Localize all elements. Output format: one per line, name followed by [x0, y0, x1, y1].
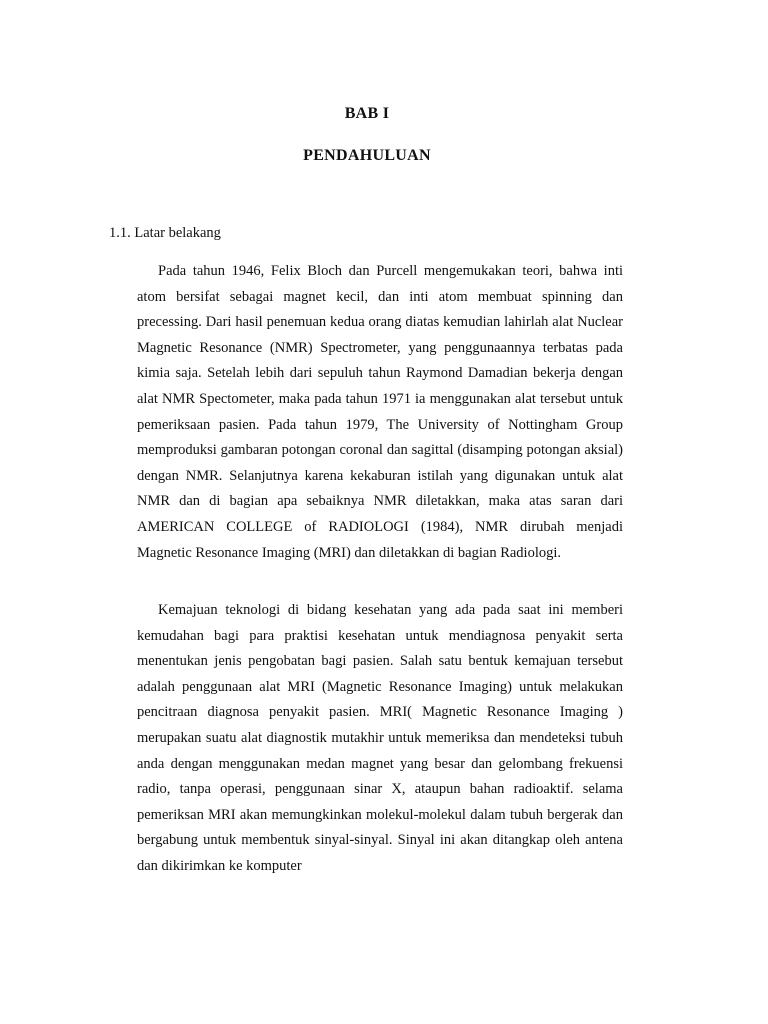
- section-heading: 1.1. Latar belakang: [109, 225, 221, 241]
- body-paragraph: Pada tahun 1946, Felix Bloch dan Purcell mengemukakan teori, bahwa inti atom bersifat sebagai magnet kecil, dan inti atom membuat spinning dan precessing. Dari hasil penemuan kedua orang diatas kemudian lahirlah alat Nuclear Magnetic Resonance (NMR) Spectrometer, yang penggunaannya terbatas pada kimia saja. Setelah lebih dari sepuluh tahun Raymond Damadian bekerja dengan alat NMR Spectometer, maka pada tahun 1971 ia menggunakan alat tersebut untuk pemeriksaan pasien. Pada tahun 1979, The University of Nottingham Group memproduksi gambaran potongan coronal dan sagittal (disamping potongan aksial) dengan NMR. Selanjutnya karena kekaburan istilah yang digunakan untuk alat NMR dan di bagian apa sebaiknya NMR diletakkan, maka atas saran dari AMERICAN COLLEGE of RADIOLOGI (1984), NMR dirubah menjadi Magnetic Resonance Imaging (MRI) dan diletakkan di bagian Radiologi.: [137, 263, 623, 561]
- chapter-title: PENDAHULUAN: [303, 147, 431, 164]
- body-paragraph: Kemajuan teknologi di bidang kesehatan yang ada pada saat ini memberi kemudahan bagi para praktisi kesehatan untuk mendiagnosa penyakit serta menentukan jenis pengobatan bagi pasien. Salah satu bentuk kemajuan tersebut adalah penggunaan alat MRI (Magnetic Resonance Imaging) untuk melakukan pencitraan diagnosa penyakit pasien. MRI( Magnetic Resonance Imaging ) merupakan suatu alat diagnostik mutakhir untuk memeriksa dan mendeteksi tubuh anda dengan menggunakan medan magnet yang besar dan gelombang frekuensi radio, tanpa operasi, penggunaan sinar X, ataupun bahan radioaktif. selama pemeriksan MRI akan memungkinkan molekul-molekul dalam tubuh bergerak dan bergabung untuk membentuk sinyal-sinyal. Sinyal ini akan ditangkap oleh antena dan dikirimkan ke komputer: [137, 602, 623, 874]
- chapter-label: BAB I: [344, 105, 390, 122]
